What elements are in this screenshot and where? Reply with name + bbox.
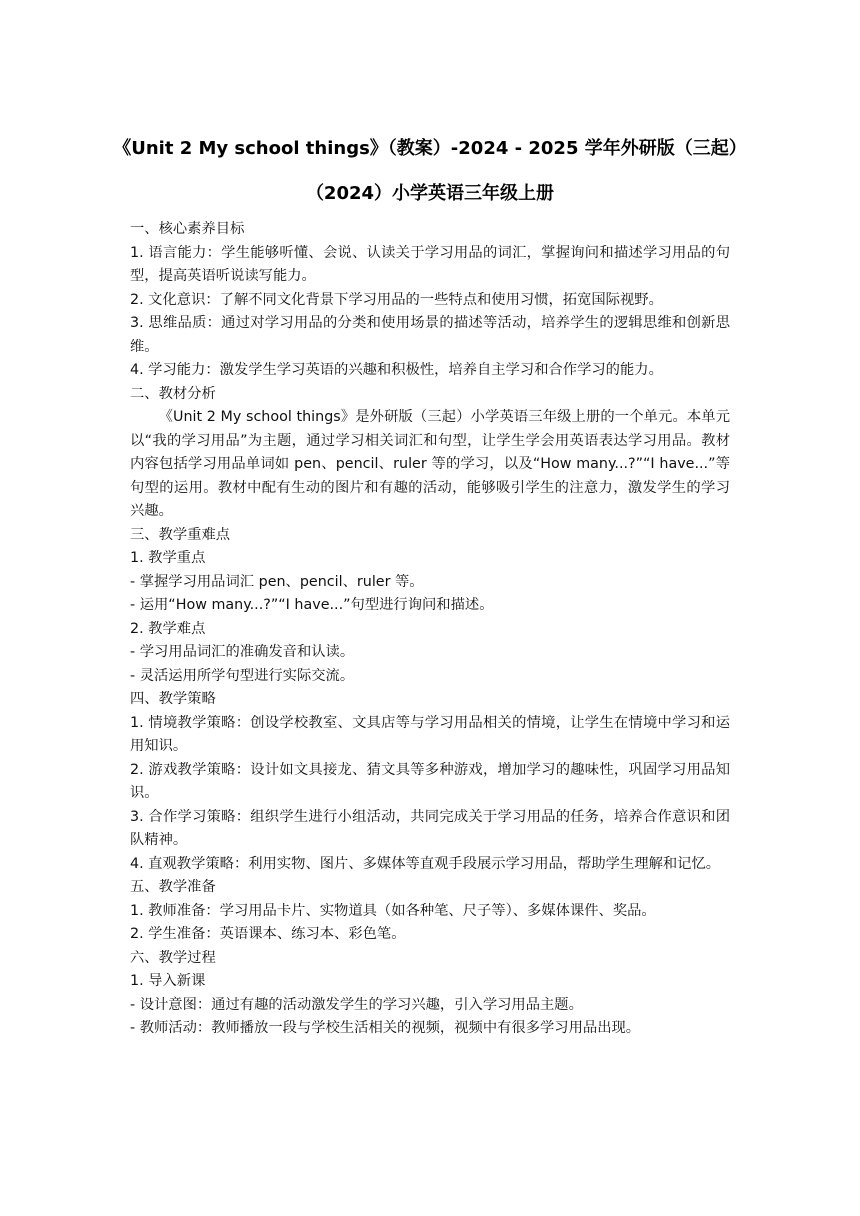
- paragraph: 六、教学过程: [130, 949, 216, 966]
- paragraph: - 设计意图：通过有趣的活动激发学生的学习兴趣，引入学习用品主题。: [130, 996, 583, 1013]
- paragraph: - 灵活运用所学句型进行实际交流。: [130, 667, 355, 684]
- paragraph: - 掌握学习用品词汇 pen、pencil、ruler 等。: [130, 573, 424, 590]
- paragraph: - 教师活动：教师播放一段与学校生活相关的视频，视频中有很多学习用品出现。: [130, 1020, 641, 1036]
- paragraph: 1. 导入新课: [130, 973, 206, 989]
- paragraph: 五、教学准备: [130, 879, 216, 895]
- paragraph: 三、教学重难点: [130, 526, 231, 543]
- paragraph: 1. 语言能力：学生能够听懂、会说、认读关于学习用品的词汇，掌握询问和描述学习用品的句型，提高英语听说读写能力。: [130, 244, 730, 284]
- document-title-line-2: （2024）小学英语三年级上册: [305, 183, 555, 204]
- paragraph: 2. 教学难点: [130, 620, 206, 637]
- paragraph: 2. 学生准备：英语课本、练习本、彩色笔。: [130, 926, 406, 942]
- paragraph: 1. 教师准备：学习用品卡片、实物道具（如各种笔、尺子等）、多媒体课件、奖品。: [130, 902, 656, 919]
- paragraph: 4. 学习能力：激发学生学习英语的兴趣和积极性，培养自主学习和合作学习的能力。: [130, 362, 663, 378]
- paragraph: 二、教材分析: [130, 385, 216, 402]
- paragraph: 3. 思维品质：通过对学习用品的分类和使用场景的描述等活动，培养学生的逻辑思维和创新思维。: [130, 315, 730, 355]
- paragraph: 4. 直观教学策略：利用实物、图片、多媒体等直观手段展示学习用品，帮助学生理解和记忆。: [130, 855, 721, 872]
- paragraph: 1. 情境教学策略：创设学校教室、文具店等与学习用品相关的情境，让学生在情境中学习和运用知识。: [130, 714, 730, 754]
- document-body: [130, 218, 730, 1041]
- paragraph: - 运用“How many...?”“I have...”句型进行询问和描述。: [130, 597, 494, 613]
- paragraph: - 学习用品词汇的准确发音和认读。: [130, 644, 355, 660]
- document-title-line-1: 《Unit 2 My school things》（教案）-2024 - 2025 学年外研版（三起）: [113, 138, 747, 159]
- paragraph: 《Unit 2 My school things》是外研版（三起）小学英语三年级上册的一个单元。本单元以“我的学习用品”为主题，通过学习相关词汇和句型，让学生学会用英语表达学习用品。教材内容包括学习用品单词如 pen、pencil、ruler 等的学习，以及“How many...?”“I have...”等句型的运用。教材中配有生动的图片和有趣的活动，能够吸引学生的注意力，激发学生的学习兴趣。: [130, 409, 730, 519]
- paragraph: 1. 教学重点: [130, 550, 206, 566]
- paragraph: 一、核心素养目标: [130, 221, 245, 237]
- paragraph: 3. 合作学习策略：组织学生进行小组活动，共同完成关于学习用品的任务，培养合作意识和团队精神。: [130, 808, 730, 848]
- paragraph: 2. 游戏教学策略：设计如文具接龙、猜文具等多种游戏，增加学习的趣味性，巩固学习用品知识。: [130, 761, 730, 801]
- paragraph: 2. 文化意识：了解不同文化背景下学习用品的一些特点和使用习惯，拓宽国际视野。: [130, 291, 663, 308]
- paragraph: 四、教学策略: [130, 691, 216, 707]
